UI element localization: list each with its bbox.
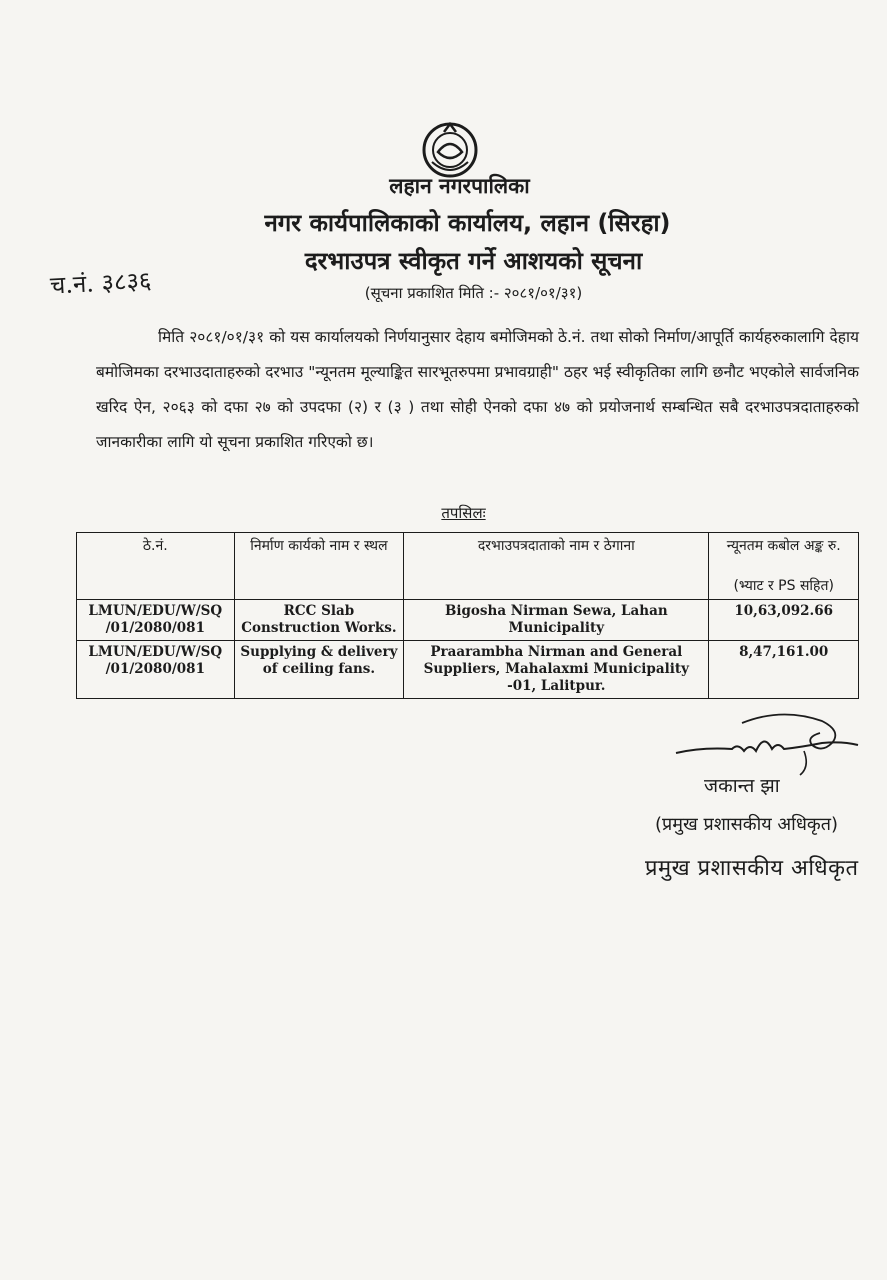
cell-bidder: Bigosha Nirman Sewa, Lahan Municipality	[404, 600, 709, 641]
header-amount	[709, 533, 859, 600]
cell-contract-no: LMUN/EDU/W/SQ /01/2080/081	[77, 641, 235, 699]
cell-bidder: Praarambha Nirman and General Suppliers, Mahalaxmi Municipality -01, Lalitpur.	[404, 641, 709, 699]
cell-work-name: RCC Slab Construction Works.	[234, 600, 404, 641]
cell-amount: 10,63,092.66	[709, 600, 859, 641]
reference-number: च.नं. ३८३६	[49, 266, 153, 300]
org-name: लहान नगरपालिका	[389, 174, 530, 198]
table-row	[77, 641, 859, 699]
signatory-stamp-title: प्रमुख प्रशासकीय अधिकृत	[645, 856, 859, 881]
published-date: (सूचना प्रकाशित मिति :- २०८१/०१/३१)	[364, 284, 583, 302]
detail-heading: तपसिलः	[441, 504, 486, 522]
body-paragraph: मिति २०८१/०१/३१ को यस कार्यालयको निर्णयानुसार देहाय बमोजिमको ठे.नं. तथा सोको निर्माण/आपूर्ति कार्यहरुकालागि देहाय बमोजिमका दरभाउदाताहरुको दरभाउ "न्यूनतम मूल्याङ्कित सारभूतरुपमा प्रभावग्राही" ठहर भई स्वीकृतिका लागि छनौट भएकोले सार्वजनिक खरिद ऐन, २०६३ को दफा २७ को उपदफा (२) र (३ ) तथा सोही ऐनको दफा ४७ को प्रयोजनार्थ सम्बन्धित सबै दरभाउपत्रदाताहरुको जानकारीका लागि यो सूचना प्रकाशित गरिएको छ।	[96, 328, 859, 451]
office-name: नगर कार्यपालिकाको कार्यालय, लहान (सिरहा)	[264, 209, 671, 237]
header-contract-no: ठे.नं.	[77, 533, 235, 600]
signatory-name: जकान्त झा	[704, 775, 780, 797]
signatory-title: (प्रमुख प्रशासकीय अधिकृत)	[655, 814, 839, 835]
selected-bidders-table	[76, 532, 859, 699]
notice-title: दरभाउपत्र स्वीकृत गर्ने आशयको सूचना	[304, 247, 643, 275]
header-amount-note: (भ्याट र PS सहित)	[733, 578, 834, 594]
handwritten-signature	[672, 703, 862, 779]
header-bidder: दरभाउपत्रदाताको नाम र ठेगाना	[404, 533, 709, 600]
header-amount-label: न्यूनतम कबोल अङ्क रु.	[726, 538, 841, 554]
header-work-name: निर्माण कार्यको नाम र स्थल	[234, 533, 404, 600]
cell-contract-no: LMUN/EDU/W/SQ /01/2080/081	[77, 600, 235, 641]
cell-work-name: Supplying & delivery of ceiling fans.	[234, 641, 404, 699]
table-header-row	[77, 533, 859, 600]
cell-amount: 8,47,161.00	[709, 641, 859, 699]
table-row	[77, 600, 859, 641]
